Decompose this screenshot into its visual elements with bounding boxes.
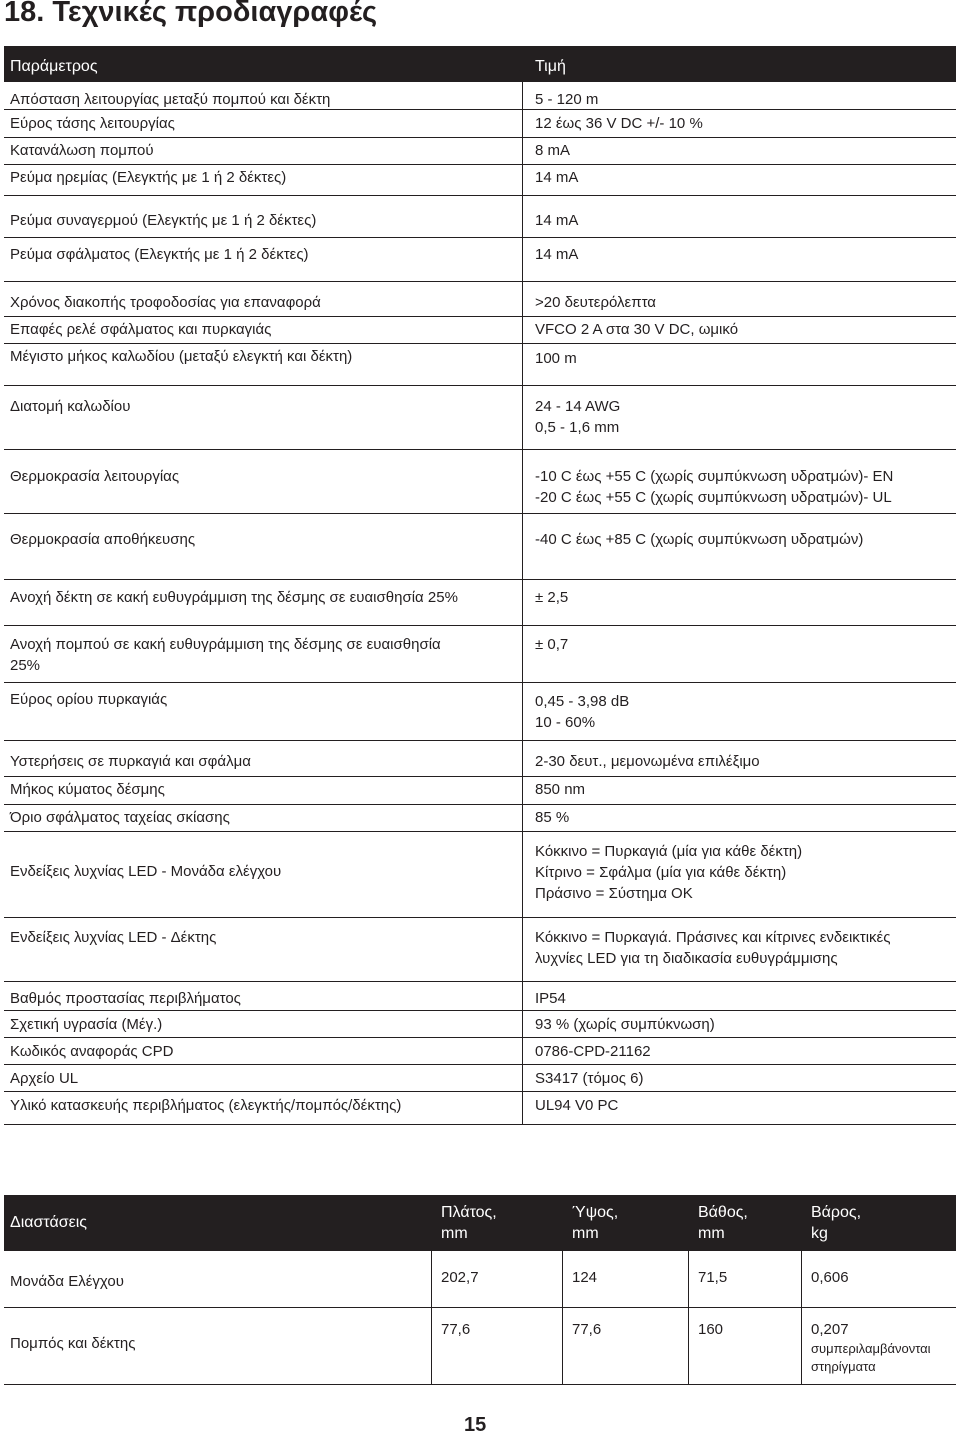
spec-group bbox=[4, 282, 956, 386]
header-weight: Βάρος, bbox=[811, 1204, 862, 1221]
param-cell: Ρεύμα ηρεμίας (Ελεγκτής με 1 ή 2 δέκτες) bbox=[10, 169, 287, 186]
value-cell: -40 C έως +85 C (χωρίς συμπύκνωση υδρατμών) bbox=[535, 531, 864, 548]
header-height-unit: mm bbox=[572, 1225, 599, 1242]
value-cell: -20 C έως +55 C (χωρίς συμπύκνωση υδρατμών)- UL bbox=[535, 489, 892, 506]
param-cell: Κωδικός αναφοράς CPD bbox=[10, 1043, 174, 1060]
value-cell: 14 mA bbox=[535, 169, 579, 186]
table-row bbox=[4, 237, 956, 281]
table-row bbox=[4, 110, 956, 138]
dims-weight-cell: 0,207 bbox=[811, 1321, 849, 1338]
table-row bbox=[4, 165, 956, 195]
param-cell: Βαθμός προστασίας περιβλήματος bbox=[10, 990, 241, 1007]
table-row bbox=[4, 804, 956, 831]
table-row bbox=[4, 918, 956, 982]
param-cell: Επαφές ρελέ σφάλματος και πυρκαγιάς bbox=[10, 321, 272, 338]
header-width-unit: mm bbox=[441, 1225, 468, 1242]
table-row bbox=[4, 626, 956, 683]
param-cell: Διατομή καλωδίου bbox=[10, 398, 131, 415]
value-cell: 14 mA bbox=[535, 212, 579, 229]
param-cell: Ανοχή δέκτη σε κακή ευθυγράμμιση της δέσμης σε ευαισθησία 25% bbox=[10, 589, 458, 606]
value-cell: IP54 bbox=[535, 990, 566, 1007]
value-cell: Κόκκινο = Πυρκαγιά. Πράσινες και κίτρινες ενδεικτικές bbox=[535, 929, 891, 946]
table-row bbox=[4, 196, 956, 238]
table-row bbox=[4, 138, 956, 165]
param-cell: Απόσταση λειτουργίας μεταξύ πομπού και δέκτη bbox=[10, 91, 331, 108]
table-row bbox=[4, 82, 956, 110]
value-cell: 100 m bbox=[535, 350, 577, 367]
spec-group bbox=[4, 982, 956, 1124]
param-cell: Ρεύμα σφάλματος (Ελεγκτής με 1 ή 2 δέκτες) bbox=[10, 246, 309, 263]
table-row bbox=[4, 1037, 956, 1065]
value-cell: 0,45 - 3,98 dB bbox=[535, 693, 630, 710]
table-row bbox=[4, 982, 956, 1011]
dims-label-cell: Πομπός και δέκτης bbox=[10, 1335, 136, 1352]
dims-weight-cell: 0,606 bbox=[811, 1269, 849, 1286]
table-row bbox=[4, 740, 956, 777]
spec-group bbox=[4, 196, 956, 282]
param-cell: Υστερήσεις σε πυρκαγιά και σφάλμα bbox=[10, 753, 251, 770]
param-cell: Θερμοκρασία αποθήκευσης bbox=[10, 531, 196, 548]
table-row bbox=[4, 1251, 956, 1308]
param-cell: Ανοχή πομπού σε κακή ευθυγράμμιση της δέσμης σε ευαισθησία bbox=[10, 636, 441, 653]
table-row bbox=[4, 316, 956, 344]
value-cell: ± 0,7 bbox=[535, 636, 569, 653]
value-cell: 85 % bbox=[535, 809, 570, 826]
header-value: Τιμή bbox=[535, 58, 566, 75]
param-cell: Εύρος τάσης λειτουργίας bbox=[10, 115, 175, 132]
dims-height-cell: 124 bbox=[572, 1269, 598, 1286]
header-width: Πλάτος, bbox=[441, 1204, 497, 1221]
table-row bbox=[4, 449, 956, 514]
dimensions-table bbox=[4, 1195, 956, 1385]
table-row bbox=[4, 1308, 956, 1385]
header-height: Ύψος, bbox=[572, 1204, 619, 1221]
table-row bbox=[4, 282, 956, 317]
spec-table-header bbox=[4, 47, 956, 82]
value-cell: ± 2,5 bbox=[535, 589, 569, 606]
param-cell: Υλικό κατασκευής περιβλήματος (ελεγκτής/πομπός/δέκτης) bbox=[10, 1097, 402, 1114]
value-cell: 12 έως 36 V DC +/- 10 % bbox=[535, 115, 703, 132]
table-row bbox=[4, 682, 956, 741]
value-cell: UL94 V0 PC bbox=[535, 1097, 619, 1114]
value-cell: Κόκκινο = Πυρκαγιά (μία για κάθε δέκτη) bbox=[535, 843, 803, 860]
param-cell: Ενδείξεις λυχνίας LED - Μονάδα ελέγχου bbox=[10, 863, 282, 880]
table-row bbox=[4, 1091, 956, 1125]
header-weight-unit: kg bbox=[811, 1225, 828, 1242]
value-cell: 10 - 60% bbox=[535, 714, 596, 731]
value-cell: 850 nm bbox=[535, 781, 586, 798]
spec-group bbox=[4, 626, 956, 832]
header-depth: Βάθος, bbox=[698, 1204, 748, 1221]
header-depth-unit: mm bbox=[698, 1225, 725, 1242]
param-cell: Σχετική υγρασία (Μέγ.) bbox=[10, 1016, 163, 1033]
value-cell: 8 mA bbox=[535, 142, 571, 159]
page-number: 15 bbox=[464, 1414, 487, 1436]
value-cell: 24 - 14 AWG bbox=[535, 398, 621, 415]
param-cell: Εύρος ορίου πυρκαγιάς bbox=[10, 691, 168, 708]
param-cell: Κατανάλωση πομπού bbox=[10, 142, 154, 159]
value-cell: 93 % (χωρίς συμπύκνωση) bbox=[535, 1016, 715, 1033]
table-row bbox=[4, 386, 956, 450]
table-row bbox=[4, 1064, 956, 1092]
value-cell: Πράσινο = Σύστημα OK bbox=[535, 885, 693, 902]
dimensions-header bbox=[4, 1195, 956, 1251]
value-cell: S3417 (τόμος 6) bbox=[535, 1070, 644, 1087]
dims-width-cell: 202,7 bbox=[441, 1269, 479, 1286]
param-cell: Μήκος κύματος δέσμης bbox=[10, 781, 165, 798]
value-cell: 5 - 120 m bbox=[535, 91, 599, 108]
table-row bbox=[4, 580, 956, 626]
value-cell: 14 mA bbox=[535, 246, 579, 263]
table-row bbox=[4, 1010, 956, 1038]
value-cell: λυχνίες LED για τη διαδικασία ευθυγράμμισης bbox=[535, 950, 838, 967]
table-row bbox=[4, 776, 956, 805]
table-row bbox=[4, 832, 956, 918]
spec-group bbox=[4, 82, 956, 196]
param-cell: Αρχείο UL bbox=[10, 1070, 79, 1087]
dims-width-cell: 77,6 bbox=[441, 1321, 471, 1338]
value-cell: 0786-CPD-21162 bbox=[535, 1043, 651, 1060]
spec-group bbox=[4, 386, 956, 580]
value-cell: Κίτρινο = Σφάλμα (μία για κάθε δέκτη) bbox=[535, 864, 787, 881]
table-row bbox=[4, 513, 956, 579]
header-param: Παράμετρος bbox=[10, 58, 98, 75]
param-cell: Μέγιστο μήκος καλωδίου (μεταξύ ελεγκτή και δέκτη) bbox=[10, 348, 353, 365]
dims-height-cell: 77,6 bbox=[572, 1321, 602, 1338]
value-cell: VFCO 2 A στα 30 V DC, ωμικό bbox=[535, 321, 739, 338]
spec-table bbox=[4, 46, 956, 1124]
dims-depth-cell: 160 bbox=[698, 1321, 724, 1338]
dims-weight-note: συμπεριλαμβάνονται bbox=[811, 1341, 931, 1356]
param-cell: Θερμοκρασία λειτουργίας bbox=[10, 468, 180, 485]
dims-label-cell: Μονάδα Ελέγχου bbox=[10, 1273, 124, 1290]
param-cell: Όριο σφάλματος ταχείας σκίασης bbox=[10, 809, 230, 826]
param-cell: 25% bbox=[10, 657, 41, 674]
param-cell: Ενδείξεις λυχνίας LED - Δέκτης bbox=[10, 929, 217, 946]
param-cell: Χρόνος διακοπής τροφοδοσίας για επαναφορά bbox=[10, 294, 321, 311]
table-row bbox=[4, 343, 956, 385]
header-dimensions: Διαστάσεις bbox=[10, 1214, 87, 1231]
value-cell: 2-30 δευτ., μεμονωμένα επιλέξιμο bbox=[535, 753, 760, 770]
param-cell: Ρεύμα συναγερμού (Ελεγκτής με 1 ή 2 δέκτες) bbox=[10, 212, 317, 229]
page-title: 18. Τεχνικές προδιαγραφές bbox=[4, 0, 378, 28]
dims-weight-note: στηρίγματα bbox=[811, 1359, 876, 1374]
value-cell: >20 δευτερόλεπτα bbox=[535, 294, 656, 311]
value-cell: 0,5 - 1,6 mm bbox=[535, 419, 620, 436]
value-cell: -10 C έως +55 C (χωρίς συμπύκνωση υδρατμών)- EN bbox=[535, 468, 894, 485]
dims-depth-cell: 71,5 bbox=[698, 1269, 728, 1286]
